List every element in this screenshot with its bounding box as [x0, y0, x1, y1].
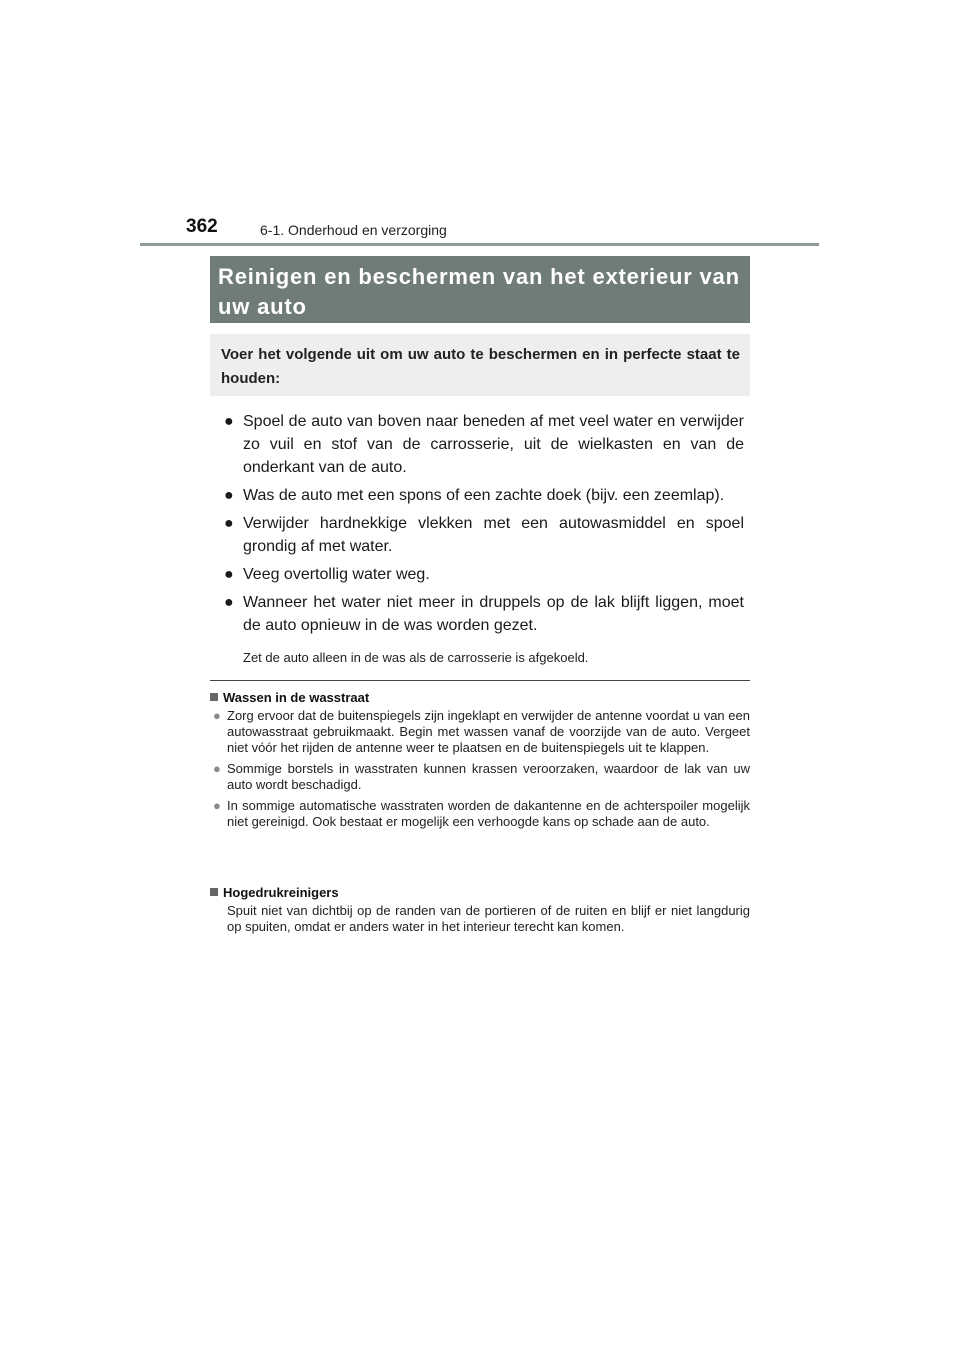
info-carwash: [210, 689, 750, 835]
title-box: [210, 256, 750, 323]
bullet-icon: ●: [224, 594, 234, 611]
info-heading: [210, 884, 750, 901]
info-item-text: In sommige automatische wasstraten worden de dakantenne en de achterspoiler mogelijk niet gereinigd. Ook bestaat er mogelijk een verhoogde kans op schade aan de auto.: [227, 798, 750, 829]
note-text: Zet de auto alleen in de was als de carrosserie is afgekoeld.: [243, 650, 589, 665]
list-item: [224, 563, 744, 586]
page-number: 362: [186, 216, 218, 237]
bullet-icon: ●: [213, 708, 221, 723]
bullet-icon: ●: [213, 798, 221, 813]
bullet-icon: ●: [224, 515, 234, 532]
square-bullet-icon: [210, 693, 218, 701]
bullet-text: Veeg overtollig water weg.: [243, 566, 430, 583]
bullet-icon: ●: [213, 761, 221, 776]
info-item-text: Zorg ervoor dat de buitenspiegels zijn ingeklapt en verwijder de antenne voordat u van een autowasstraat gebruikmaakt. Begin met wassen vanaf de voorzijde van de auto. Vergeet niet vóór het rijden de antenne weer te plaatsen en de buitenspiegels uit te klappen.: [227, 708, 750, 755]
bullet-icon: ●: [224, 566, 234, 583]
list-item: [210, 798, 750, 830]
info-heading: [210, 689, 750, 706]
bullet-text: Wanneer het water niet meer in druppels op de lak blijft liggen, moet de auto opnieuw in de was worden gezet.: [243, 594, 744, 634]
section-divider: [210, 680, 750, 681]
info-item-text: Sommige borstels in wasstraten kunnen krassen veroorzaken, waardoor de lak van uw auto wordt beschadigd.: [227, 761, 750, 792]
bullet-text: Spoel de auto van boven naar beneden af met veel water en verwijder zo vuil en stof van de carrosserie, uit de wielkasten en van de onderkant van de auto.: [243, 413, 744, 476]
bullet-icon: ●: [224, 487, 234, 504]
bullet-icon: ●: [224, 413, 234, 430]
intro-text: Voer het volgende uit om uw auto te beschermen en in perfecte staat te houden:: [221, 346, 740, 387]
list-item: [210, 708, 750, 756]
header-rule: [140, 243, 819, 246]
list-item: [210, 761, 750, 793]
list-item: [224, 512, 744, 558]
list-item: [224, 484, 744, 507]
info-list: [210, 708, 750, 830]
bullet-text: Verwijder hardnekkige vlekken met een autowasmiddel en spoel grondig af met water.: [243, 515, 744, 555]
bullet-text: Was de auto met een spons of een zachte doek (bijv. een zeemlap).: [243, 487, 725, 504]
list-item: [224, 410, 744, 479]
section-label: 6-1. Onderhoud en verzorging: [260, 222, 447, 238]
info-heading-text: Hogedrukreinigers: [223, 885, 339, 900]
info-text: Spuit niet van dichtbij op de randen van de portieren of de ruiten en blijf er niet langdurig op spuiten, omdat er anders water in het interieur terecht kan komen.: [227, 903, 750, 934]
square-bullet-icon: [210, 888, 218, 896]
intro-box: [210, 334, 750, 396]
page-title: Reinigen en beschermen van het exterieur van uw auto: [218, 264, 740, 319]
info-heading-text: Wassen in de wasstraat: [223, 690, 370, 705]
bullet-list: [224, 410, 744, 642]
list-item: [224, 591, 744, 637]
info-pressure-washers: [210, 884, 750, 935]
